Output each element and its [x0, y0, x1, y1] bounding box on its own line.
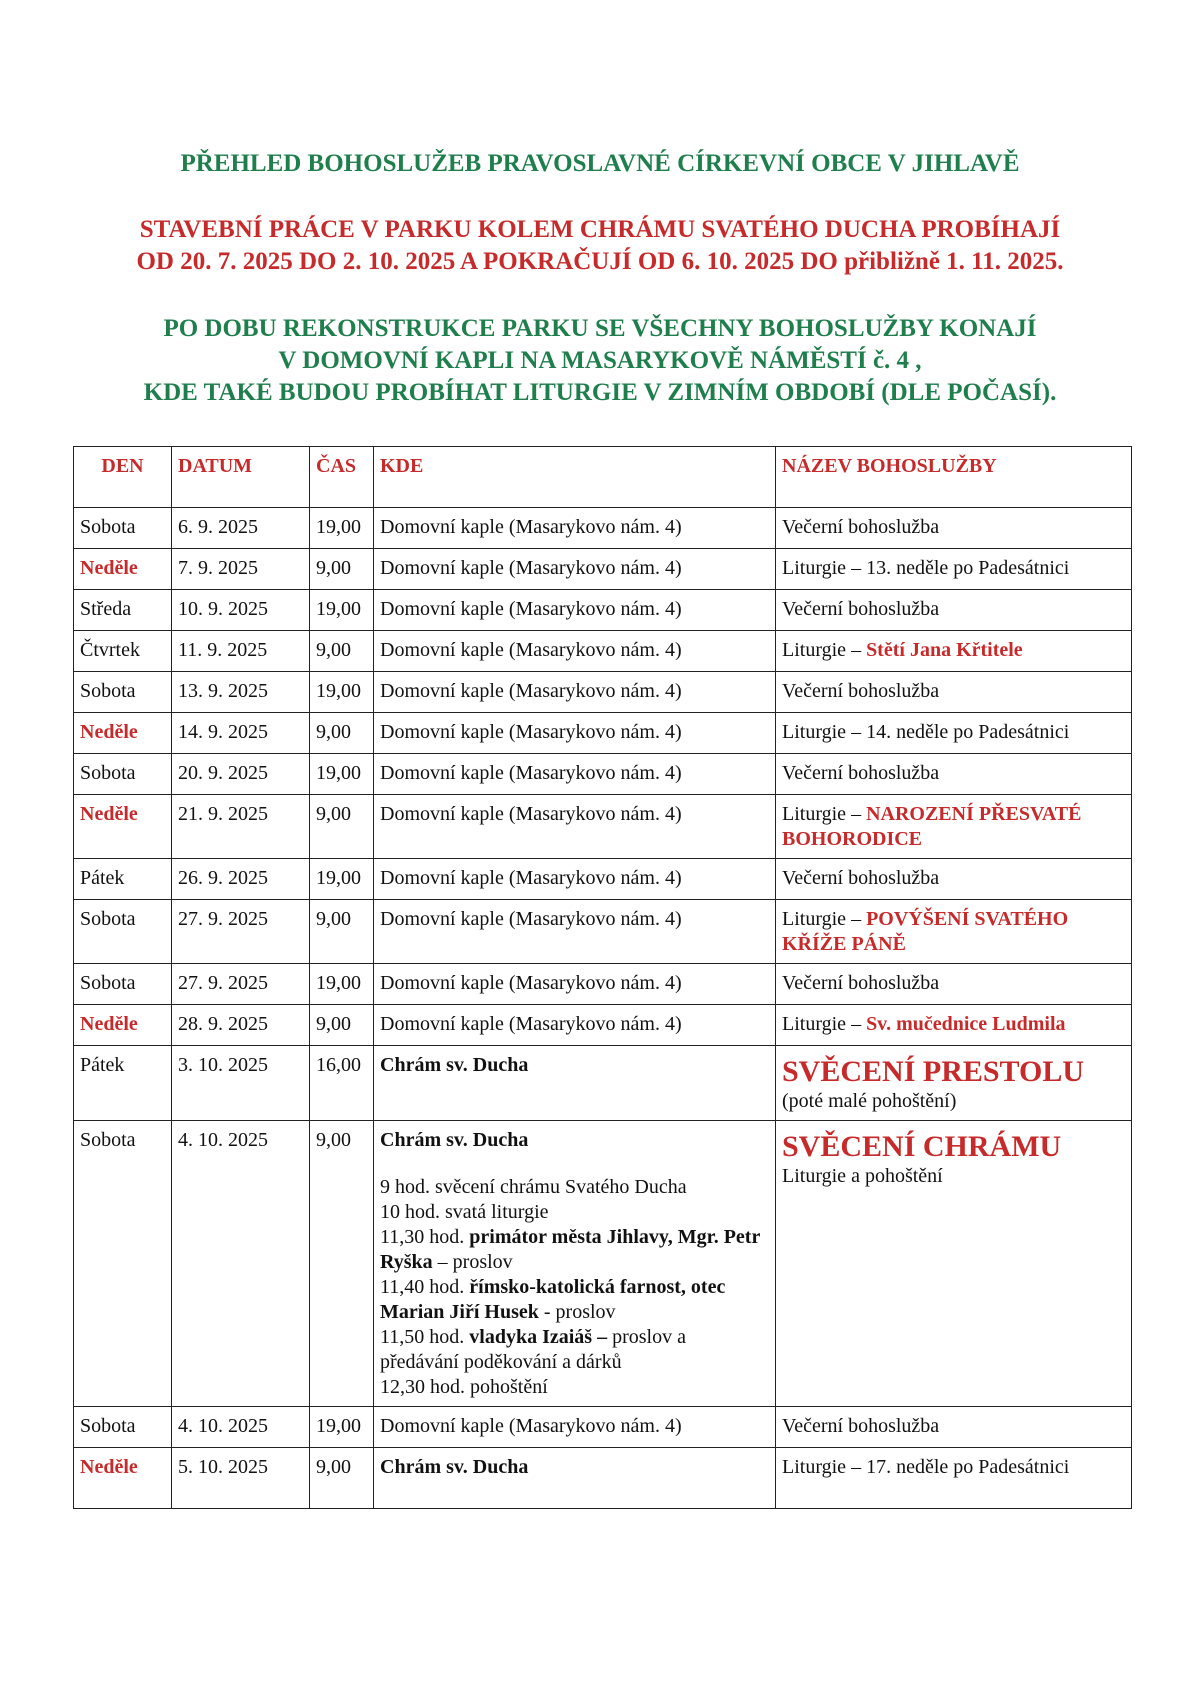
program-text: - proslov — [538, 1301, 616, 1323]
cell-datum: 10. 9. 2025 — [172, 590, 310, 631]
table-row — [74, 508, 1132, 549]
table-row — [74, 672, 1132, 713]
cell-den: Středa — [74, 590, 172, 631]
cell-kde — [374, 1046, 776, 1121]
cell-kde — [374, 859, 776, 900]
cell-kde — [374, 795, 776, 859]
place-text: Domovní kaple (Masarykovo nám. 4) — [380, 516, 682, 538]
place-text: Domovní kaple (Masarykovo nám. 4) — [380, 557, 682, 579]
column-header-datum: DATUM — [172, 447, 310, 508]
cell-datum: 28. 9. 2025 — [172, 1005, 310, 1046]
column-header-den: DEN — [74, 447, 172, 508]
cell-kde — [374, 590, 776, 631]
event-title: SVĚCENÍ CHRÁMU — [782, 1130, 1062, 1163]
table-row — [74, 1005, 1132, 1046]
program-item — [380, 1200, 769, 1225]
service-prefix: Liturgie – — [782, 908, 867, 930]
info-line-3: KDE TAKÉ BUDOU PROBÍHAT LITURGIE V ZIMNÍM OBDOBÍ (DLE POČASÍ). — [143, 379, 1057, 406]
cell-kde — [374, 713, 776, 754]
program-text: vladyka Izaiáš – — [469, 1326, 608, 1348]
cell-kde — [374, 900, 776, 964]
cell-kde — [374, 1121, 776, 1407]
cell-den: Neděle — [74, 713, 172, 754]
cell-den: Sobota — [74, 1121, 172, 1407]
cell-cas: 19,00 — [310, 754, 374, 795]
place-text: Domovní kaple (Masarykovo nám. 4) — [380, 598, 682, 620]
place-text: Chrám sv. Ducha — [380, 1456, 529, 1478]
cell-den: Pátek — [74, 1046, 172, 1121]
cell-den: Sobota — [74, 900, 172, 964]
program-item — [380, 1325, 769, 1375]
cell-cas: 9,00 — [310, 713, 374, 754]
cell-datum: 20. 9. 2025 — [172, 754, 310, 795]
cell-nazev — [776, 631, 1132, 672]
event-subtitle: (poté malé pohoštění) — [782, 1090, 957, 1112]
title-line: PŘEHLED BOHOSLUŽEB PRAVOSLAVNÉ CÍRKEVNÍ OBCE V JIHLAVĚ — [180, 150, 1020, 177]
cell-nazev: Večerní bohoslužba — [776, 964, 1132, 1005]
feast-name: POVÝŠENÍ SVATÉHO KŘÍŽE PÁNĚ — [782, 908, 1069, 955]
cell-cas: 9,00 — [310, 1121, 374, 1407]
cell-nazev — [776, 795, 1132, 859]
program-text: 11,30 hod. — [380, 1226, 470, 1248]
table-row — [74, 859, 1132, 900]
cell-kde — [374, 672, 776, 713]
place-text: Domovní kaple (Masarykovo nám. 4) — [380, 867, 682, 889]
cell-cas: 9,00 — [310, 1005, 374, 1046]
column-header-cas: ČAS — [310, 447, 374, 508]
place-text: Chrám sv. Ducha — [380, 1054, 529, 1076]
cell-den: Neděle — [74, 1448, 172, 1509]
notice-line-2: OD 20. 7. 2025 DO 2. 10. 2025 A POKRAČUJÍ OD 6. 10. 2025 DO přibližně 1. 11. 2025. — [136, 248, 1064, 275]
program-text: 9 hod. svěcení chrámu Svatého Ducha — [380, 1176, 687, 1198]
program-text: – proslov — [432, 1251, 513, 1273]
cell-den: Sobota — [74, 1407, 172, 1448]
table-row — [74, 631, 1132, 672]
cell-datum: 26. 9. 2025 — [172, 859, 310, 900]
table-row — [74, 964, 1132, 1005]
cell-den: Neděle — [74, 795, 172, 859]
place-text: Domovní kaple (Masarykovo nám. 4) — [380, 639, 682, 661]
program-text: proslov a předávání poděkování a dárků — [380, 1326, 686, 1373]
cell-den: Sobota — [74, 964, 172, 1005]
cell-cas: 19,00 — [310, 1407, 374, 1448]
table-row — [74, 1121, 1132, 1407]
program-item — [380, 1275, 769, 1325]
cell-nazev — [776, 900, 1132, 964]
cell-kde — [374, 1407, 776, 1448]
cell-kde — [374, 1005, 776, 1046]
column-header-nazev: NÁZEV BOHOSLUŽBY — [776, 447, 1132, 508]
cell-cas: 19,00 — [310, 672, 374, 713]
cell-nazev: Večerní bohoslužba — [776, 859, 1132, 900]
service-prefix: Liturgie – — [782, 1013, 867, 1035]
info-line-1: PO DOBU REKONSTRUKCE PARKU SE VŠECHNY BOHOSLUŽBY KONAJÍ — [163, 315, 1037, 342]
info-line-2: V DOMOVNÍ KAPLI NA MASARYKOVĚ NÁMĚSTÍ č. 4 , — [278, 347, 922, 374]
program-text: 10 hod. svatá liturgie — [380, 1201, 549, 1223]
cell-cas: 19,00 — [310, 508, 374, 549]
cell-den: Sobota — [74, 508, 172, 549]
service-prefix: Liturgie – — [782, 639, 867, 661]
feast-name: Sv. mučednice Ludmila — [866, 1013, 1066, 1035]
cell-nazev: Liturgie – 17. neděle po Padesátnici — [776, 1448, 1132, 1509]
cell-kde — [374, 508, 776, 549]
place-text: Domovní kaple (Masarykovo nám. 4) — [380, 972, 682, 994]
cell-den: Neděle — [74, 549, 172, 590]
cell-den: Sobota — [74, 672, 172, 713]
cell-cas: 9,00 — [310, 900, 374, 964]
feast-name: Stětí Jana Křtitele — [866, 639, 1023, 661]
place-text: Chrám sv. Ducha — [380, 1129, 529, 1151]
table-row — [74, 1407, 1132, 1448]
table-row — [74, 754, 1132, 795]
program-text: primátor města Jihlavy, Mgr. Petr Ryška — [380, 1226, 760, 1273]
construction-notice — [0, 214, 1200, 278]
table-row — [74, 1448, 1132, 1509]
cell-datum: 7. 9. 2025 — [172, 549, 310, 590]
place-text: Domovní kaple (Masarykovo nám. 4) — [380, 908, 682, 930]
cell-nazev: Večerní bohoslužba — [776, 590, 1132, 631]
table-header-row — [74, 447, 1132, 508]
event-title: SVĚCENÍ PRESTOLU — [782, 1055, 1085, 1088]
cell-cas: 9,00 — [310, 795, 374, 859]
cell-datum: 6. 9. 2025 — [172, 508, 310, 549]
place-text: Domovní kaple (Masarykovo nám. 4) — [380, 803, 682, 825]
cell-den: Neděle — [74, 1005, 172, 1046]
cell-cas: 9,00 — [310, 631, 374, 672]
cell-datum: 3. 10. 2025 — [172, 1046, 310, 1121]
cell-den: Čtvrtek — [74, 631, 172, 672]
cell-kde — [374, 631, 776, 672]
cell-cas: 19,00 — [310, 859, 374, 900]
cell-cas: 9,00 — [310, 1448, 374, 1509]
cell-cas: 9,00 — [310, 549, 374, 590]
cell-kde — [374, 964, 776, 1005]
cell-nazev: Večerní bohoslužba — [776, 672, 1132, 713]
program-item — [380, 1375, 769, 1400]
page-title — [0, 148, 1200, 180]
table-row — [74, 590, 1132, 631]
cell-kde — [374, 1448, 776, 1509]
table-row — [74, 549, 1132, 590]
cell-nazev: Liturgie – 14. neděle po Padesátnici — [776, 713, 1132, 754]
place-text: Domovní kaple (Masarykovo nám. 4) — [380, 762, 682, 784]
cell-nazev: Večerní bohoslužba — [776, 754, 1132, 795]
program-text: 11,40 hod. — [380, 1276, 470, 1298]
place-text: Domovní kaple (Masarykovo nám. 4) — [380, 721, 682, 743]
cell-datum: 5. 10. 2025 — [172, 1448, 310, 1509]
cell-kde — [374, 549, 776, 590]
table-row — [74, 1046, 1132, 1121]
feast-name: NAROZENÍ PŘESVATÉ BOHORODICE — [782, 803, 1082, 850]
event-subtitle: Liturgie a pohoštění — [782, 1165, 943, 1187]
cell-datum: 13. 9. 2025 — [172, 672, 310, 713]
program-text: římsko-katolická farnost, otec Marian Jiří Husek — [380, 1276, 726, 1323]
cell-cas: 19,00 — [310, 590, 374, 631]
program-item — [380, 1225, 769, 1275]
cell-nazev — [776, 1046, 1132, 1121]
program-list — [380, 1175, 769, 1400]
cell-datum: 27. 9. 2025 — [172, 964, 310, 1005]
table-row — [74, 900, 1132, 964]
place-text: Domovní kaple (Masarykovo nám. 4) — [380, 680, 682, 702]
cell-datum: 11. 9. 2025 — [172, 631, 310, 672]
services-table — [73, 446, 1132, 1509]
cell-nazev — [776, 1121, 1132, 1407]
cell-datum: 4. 10. 2025 — [172, 1407, 310, 1448]
table-row — [74, 713, 1132, 754]
place-text: Domovní kaple (Masarykovo nám. 4) — [380, 1013, 682, 1035]
cell-den: Pátek — [74, 859, 172, 900]
place-text: Domovní kaple (Masarykovo nám. 4) — [380, 1415, 682, 1437]
notice-line-1: STAVEBNÍ PRÁCE V PARKU KOLEM CHRÁMU SVATÉHO DUCHA PROBÍHAJÍ — [139, 216, 1061, 243]
cell-nazev: Večerní bohoslužba — [776, 508, 1132, 549]
cell-datum: 14. 9. 2025 — [172, 713, 310, 754]
location-info — [0, 313, 1200, 409]
cell-datum: 21. 9. 2025 — [172, 795, 310, 859]
program-item — [380, 1175, 769, 1200]
cell-datum: 27. 9. 2025 — [172, 900, 310, 964]
cell-nazev: Liturgie – 13. neděle po Padesátnici — [776, 549, 1132, 590]
cell-den: Sobota — [74, 754, 172, 795]
column-header-kde: KDE — [374, 447, 776, 508]
cell-datum: 4. 10. 2025 — [172, 1121, 310, 1407]
service-prefix: Liturgie – — [782, 803, 867, 825]
table-row — [74, 795, 1132, 859]
cell-nazev: Večerní bohoslužba — [776, 1407, 1132, 1448]
program-text: 12,30 hod. pohoštění — [380, 1376, 548, 1398]
cell-nazev — [776, 1005, 1132, 1046]
program-text: 11,50 hod. — [380, 1326, 470, 1348]
cell-cas: 19,00 — [310, 964, 374, 1005]
cell-kde — [374, 754, 776, 795]
cell-cas: 16,00 — [310, 1046, 374, 1121]
